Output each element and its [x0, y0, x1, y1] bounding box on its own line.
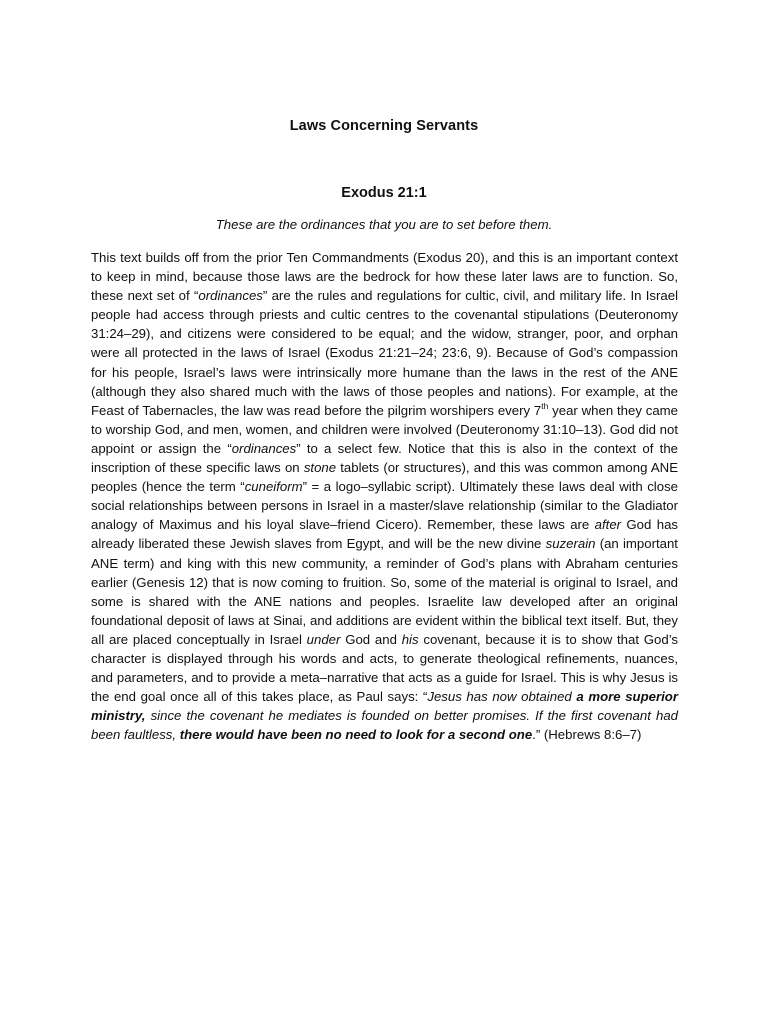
quote-bold-italic: [180, 727, 532, 742]
quote-italic: since the covenant he mediates is founded on better promises. If the first covenant had been faultless,: [91, 708, 678, 743]
italic-term-his: his: [401, 631, 419, 647]
quote-bold-emphasis: there would have been no need to look for a second one: [179, 727, 533, 743]
italic-term-after: after: [594, 517, 622, 533]
text-run: This text builds off from the prior Ten Commandments (Exodus 20), and this is an important context to keep in mind, because those laws are the bedrock for how these later laws are to function. So, these next set of “: [91, 250, 678, 304]
scripture-verse: These are the ordinances that you are to set before them.: [215, 217, 553, 232]
ordinal-superscript: th: [541, 400, 549, 411]
text-run: God and: [340, 631, 402, 647]
italic-term-ordinances: ordinances: [198, 288, 263, 304]
italic-term-ordinances: ordinances: [231, 440, 297, 456]
italic-term-cuneiform: cuneiform: [244, 479, 303, 495]
italic-term-suzerain: suzerain: [545, 536, 596, 552]
commentary-paragraph: [91, 248, 678, 744]
citation-text: .” (Hebrews 8:6–7): [532, 727, 642, 743]
text-run: (an important ANE term) and king with this new community, a reminder of God’s plans with Abraham centuries earlier (Genesis 12) that is now coming to fruition. So, some of the material is original to Israel, and some is shared with the ANE nations and peoples. Israelite law developed after an original foundational deposit of laws at Sinai, and additions are evident within the biblical text itself. But, they all are placed conceptually in Israel: [91, 536, 678, 647]
quote-bold-emphasis: a more superior ministry,: [91, 689, 678, 724]
section-heading: Exodus 21:1: [341, 185, 427, 201]
text-run: ” to a select few. Notice that this is also in the context of the inscription of these specific laws on: [91, 440, 678, 476]
quote-italic: Jesus has now obtained: [427, 689, 577, 705]
document-title: Laws Concerning Servants: [289, 118, 479, 134]
text-run: ” = a logo–syllabic script). Ultimately these laws deal with close social relationships between persons in Israel in a master/slave relationship (similar to the Gladiator analogy of Maximus and his loyal slave–friend Cicero). Remember, these laws are: [91, 479, 678, 533]
italic-term-stone: stone: [303, 460, 337, 476]
text-run: God has already liberated these Jewish slaves from Egypt, and will be the new divine: [91, 517, 678, 552]
text-run: covenant, because it is to show that God’s character is displayed through his words and acts, to generate theological refinements, nuances, and parameters, and to provide a meta–narrative that acts as a guide for Israel. This is why Jesus is the end goal once all of this takes place, as Paul says: “: [91, 631, 679, 705]
text-run: ” are the rules and regulations for cultic, civil, and military life. In Israel people had access through priests and cultic centres to the covenantal stipulations (Deuteronomy 31:24–29), and citizens were considered to be equal; and the widow, stranger, poor, and orphan were all protected in the laws of Israel (Exodus 21:21–24; 23:6, 9). Because of God’s compassion for his people, Israel’s laws were intrinsically more humane than the laws in the rest of the ANE (although they also shared much with the laws of those peoples and nations). For example, at the Feast of Tabernacles, the law was read before the pilgrim worshipers every 7: [91, 288, 678, 418]
text-run: year when they came to worship God, and men, women, and children were involved (Deuteronomy 31:10–13). God did not appoint or assign the “: [91, 402, 678, 456]
text-run: tablets (or structures), and this was common among ANE peoples (hence the term “: [91, 460, 678, 495]
italic-term-under: under: [306, 631, 341, 647]
